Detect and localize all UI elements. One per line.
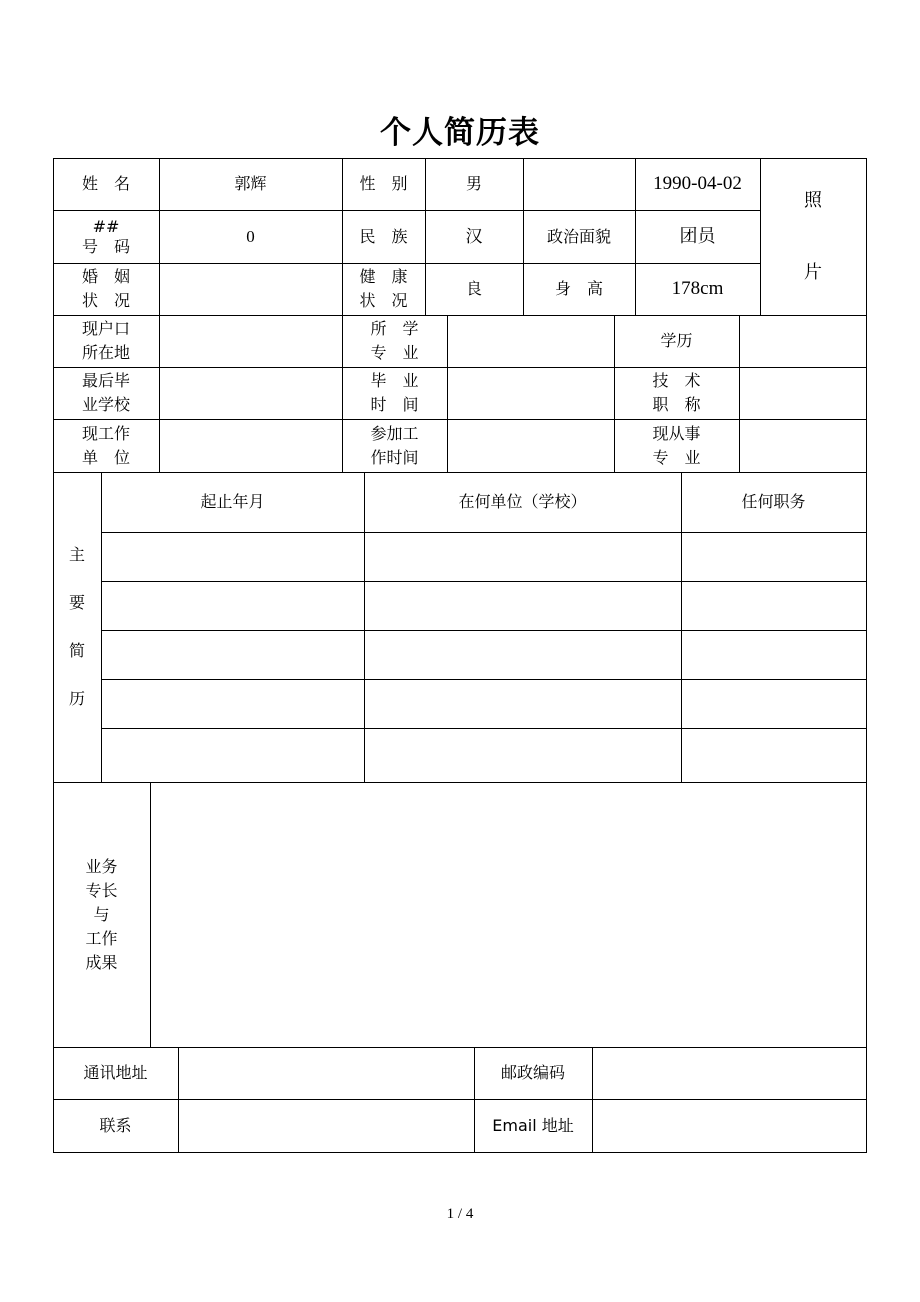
empty-field[interactable]: [523, 158, 635, 210]
postcode-value[interactable]: [592, 1047, 866, 1099]
political-status-label: 政治面貌: [546, 226, 611, 246]
table-border-bottom: [53, 1152, 867, 1153]
graduated-school-value[interactable]: [159, 367, 342, 419]
name-label: 姓 名: [81, 174, 130, 193]
graduation-time-value[interactable]: [447, 367, 614, 419]
resume-cell[interactable]: [681, 728, 866, 782]
resume-cell[interactable]: [364, 532, 681, 581]
height-label: 身 高: [554, 279, 603, 298]
resume-cell[interactable]: [364, 728, 681, 782]
graduated-school-label: 最后毕 业学校: [81, 371, 130, 414]
resume-cell[interactable]: [681, 679, 866, 728]
resume-cell[interactable]: [101, 728, 364, 782]
gender-value[interactable]: 男: [465, 174, 482, 193]
resume-section-label: 主 要 简 历: [68, 545, 85, 708]
resume-cell[interactable]: [681, 630, 866, 679]
contact-label: 联系: [99, 1115, 132, 1135]
postcode-label: 邮政编码: [500, 1063, 565, 1082]
resume-cell[interactable]: [364, 581, 681, 630]
resume-column-header: 任何职务: [741, 492, 806, 511]
resume-cell[interactable]: [364, 630, 681, 679]
resume-cell[interactable]: [681, 532, 866, 581]
health-value[interactable]: 良: [465, 279, 482, 298]
birth-date-value[interactable]: 1990-04-02: [653, 173, 742, 194]
current-field-value[interactable]: [739, 419, 866, 472]
resume-cell[interactable]: [364, 679, 681, 728]
graduation-time-label: 毕 业 时 间: [370, 371, 419, 414]
address-label: 通讯地址: [83, 1063, 148, 1082]
resume-cell[interactable]: [101, 532, 364, 581]
id-number-value[interactable]: 0: [246, 226, 255, 246]
resume-cell[interactable]: [681, 581, 866, 630]
education-label: 学历: [660, 331, 693, 350]
address-value[interactable]: [178, 1047, 474, 1099]
work-start-label: 参加工 作时间: [370, 423, 419, 467]
technical-title-value[interactable]: [739, 367, 866, 419]
name-value[interactable]: 郭辉: [234, 174, 267, 193]
ethnicity-label: 民 族: [359, 226, 408, 246]
work-start-value[interactable]: [447, 419, 614, 472]
contact-value[interactable]: [178, 1099, 474, 1152]
photo-area[interactable]: 照 片: [804, 189, 822, 283]
employer-label: 现工作 单 位: [81, 423, 130, 467]
ethnicity-value[interactable]: 汉: [465, 226, 483, 247]
hukou-label: 现户口 所在地: [81, 319, 130, 362]
table-border-right: [866, 158, 867, 1153]
current-field-label: 现从事 专 业: [652, 423, 701, 467]
resume-cell[interactable]: [101, 581, 364, 630]
email-value[interactable]: [592, 1099, 866, 1152]
employer-value[interactable]: [159, 419, 342, 472]
major-label: 所 学 专 业: [370, 319, 419, 362]
health-label: 健 康 状 况: [359, 267, 408, 310]
education-value[interactable]: [739, 315, 866, 367]
height-value[interactable]: 178cm: [671, 278, 724, 299]
marital-status-label: 婚 姻 状 况: [81, 267, 130, 310]
resume-column-header: 在何单位（学校）: [458, 492, 587, 511]
email-label: Email 地址: [492, 1115, 574, 1135]
marital-status-value[interactable]: [159, 263, 342, 315]
political-status-value[interactable]: 团员: [679, 225, 716, 247]
resume-cell[interactable]: [101, 679, 364, 728]
technical-title-label: 技 术 职 称: [652, 371, 701, 414]
resume-cell[interactable]: [101, 630, 364, 679]
page-number: 1 / 4: [446, 1206, 474, 1222]
expertise-label: 业务 专长 与 工作 成果: [85, 856, 118, 972]
expertise-value[interactable]: [150, 782, 866, 1047]
page-title: 个人简历表: [380, 115, 540, 151]
id-number-label: ## 号 码: [81, 216, 130, 256]
major-value[interactable]: [447, 315, 614, 367]
gender-label: 性 别: [359, 174, 408, 193]
resume-column-header: 起止年月: [200, 492, 265, 511]
hukou-value[interactable]: [159, 315, 342, 367]
